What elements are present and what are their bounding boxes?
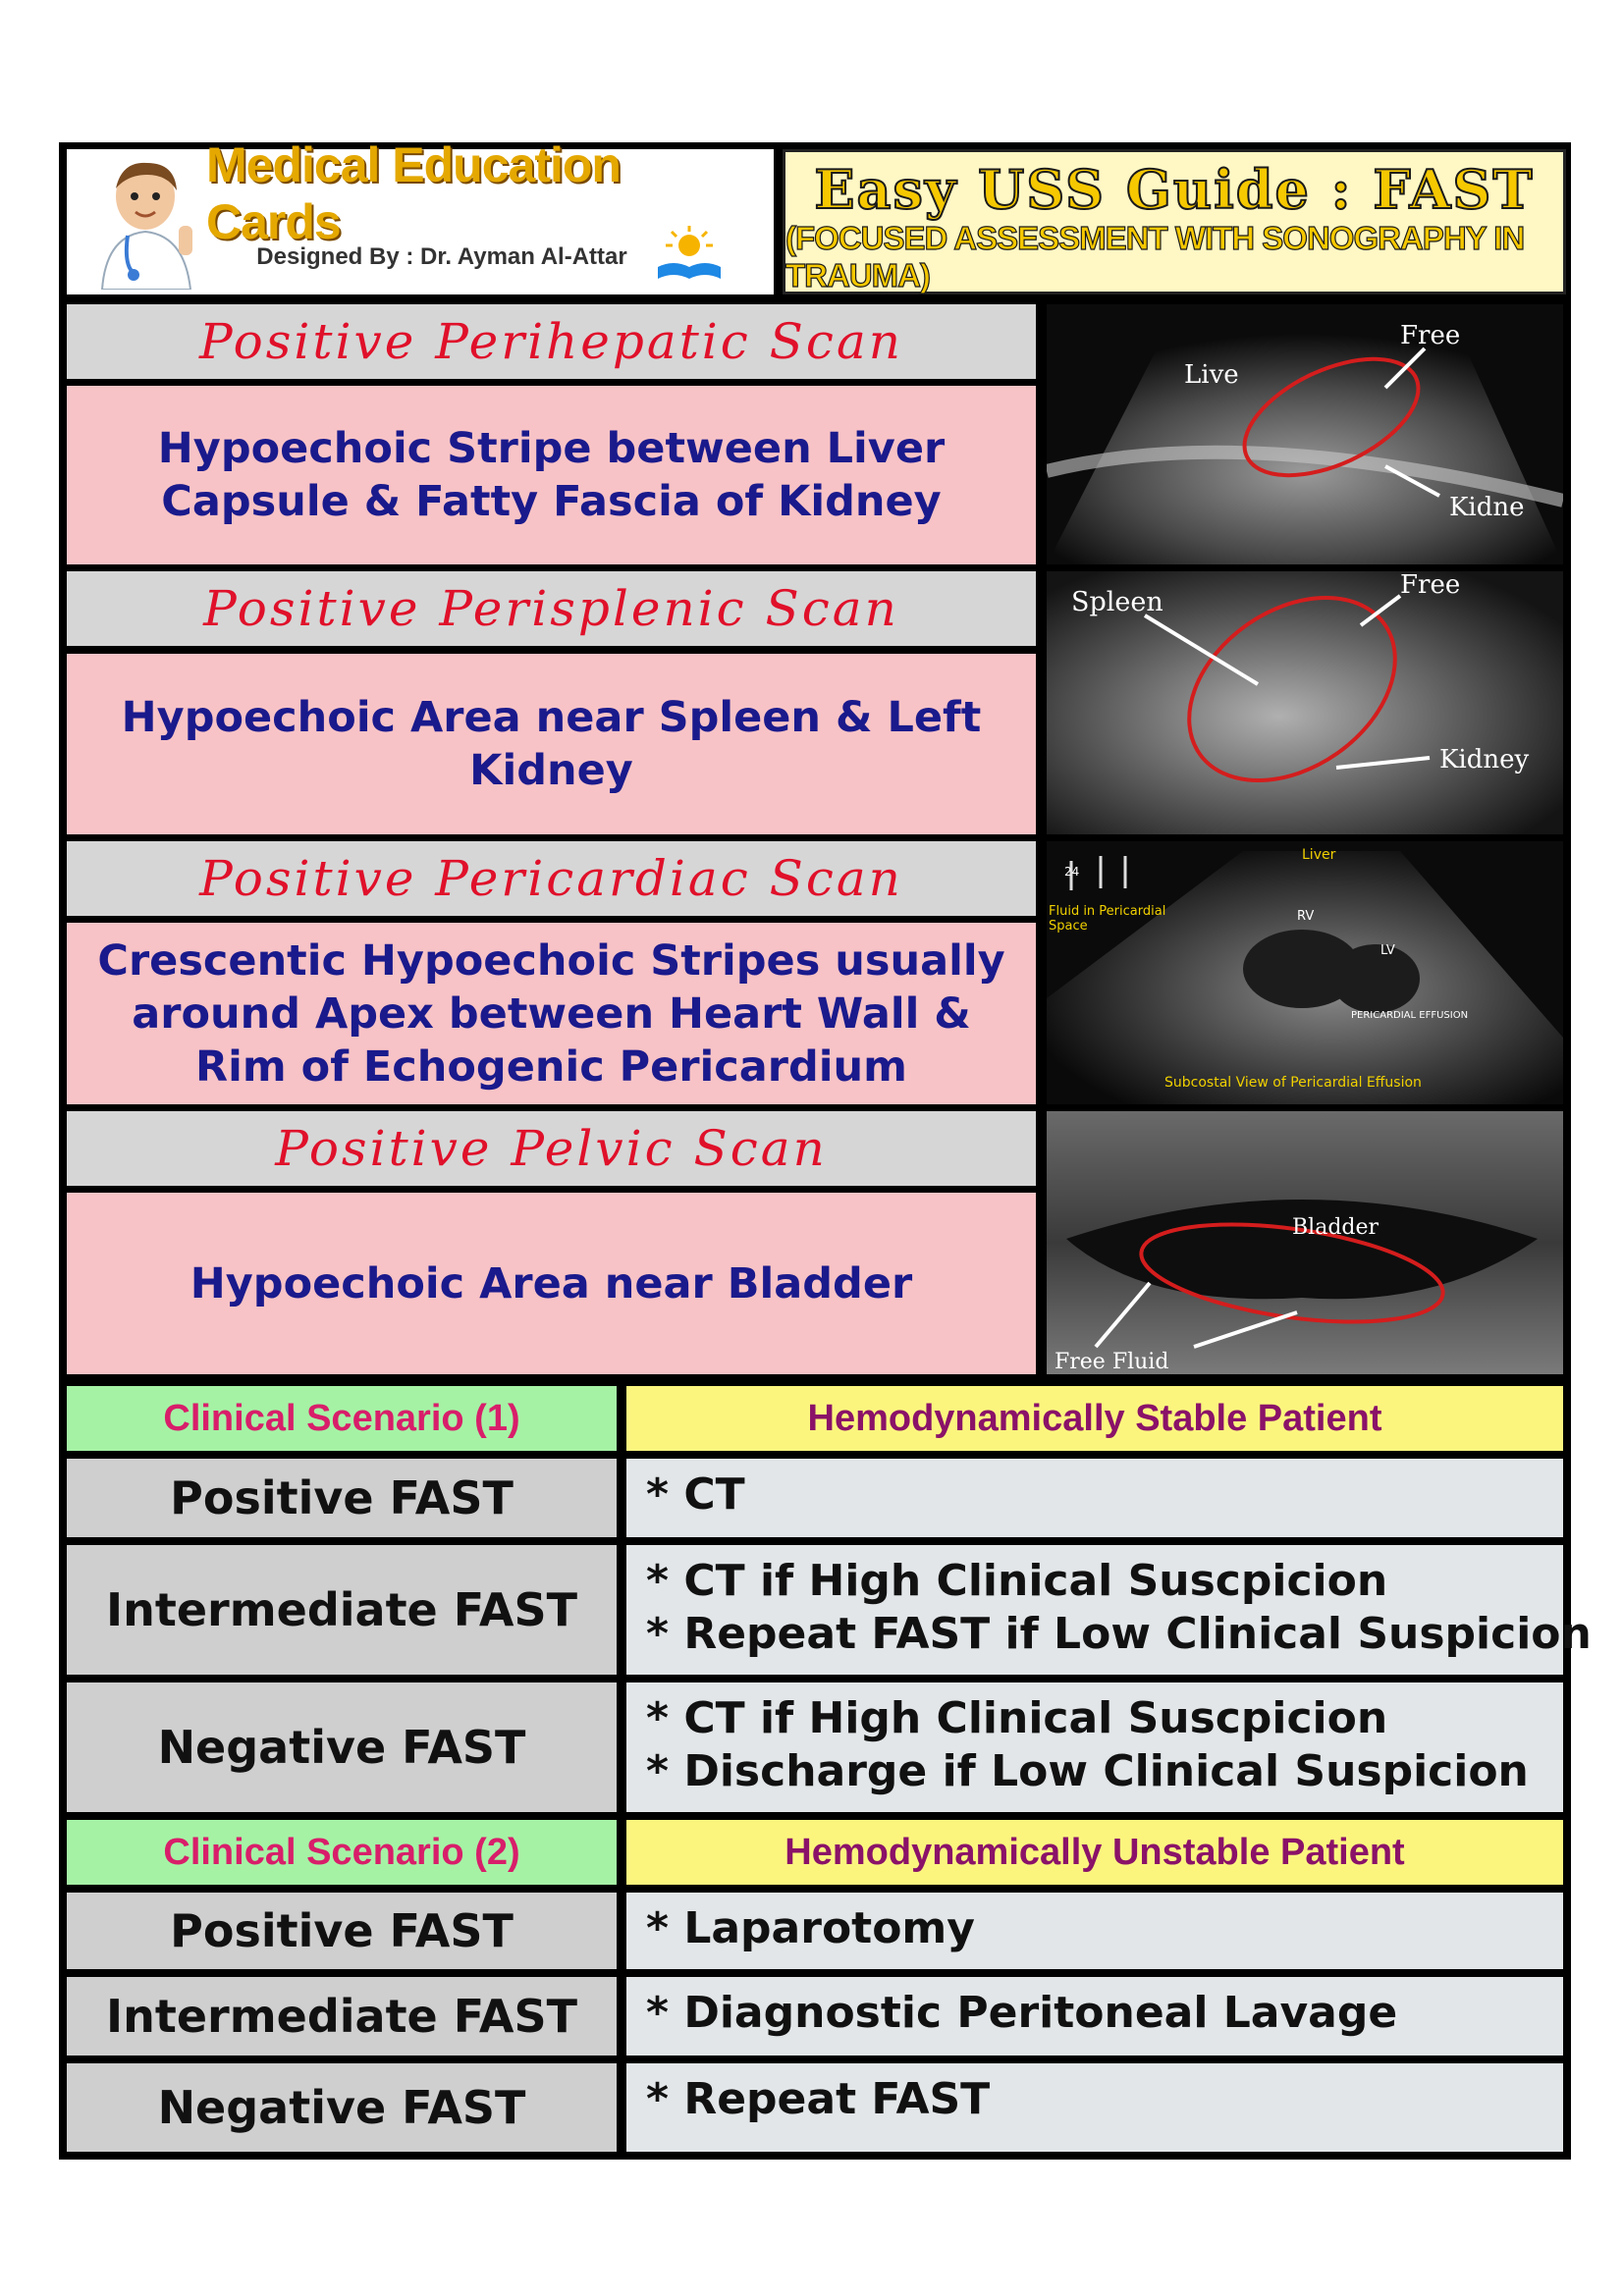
action-item: * Diagnostic Peritoneal Lavage (646, 1988, 1398, 2038)
guide-subtitle: (FOCUSED ASSESSMENT WITH SONOGRAPHY IN TRAUMA) (785, 220, 1525, 294)
designed-by: Designed By : Dr. Ayman Al-Attar (256, 243, 627, 270)
pelvic-ultrasound-image (1047, 1111, 1563, 1374)
fast-action (626, 1545, 1592, 1675)
fast-result: Positive FAST (67, 1459, 617, 1537)
image-label: Liver (1302, 847, 1336, 863)
image-label: LV (1380, 943, 1395, 958)
action-item: * CT if High Clinical Suscpicion (646, 1693, 1388, 1743)
scan-description: Crescentic Hypoechoic Stripes usually around Apex between Heart Wall & Rim of Echogenic Pericardium (67, 923, 1036, 1104)
image-label: RV (1297, 909, 1315, 924)
image-label: PERICARDIAL EFFUSION (1351, 1010, 1469, 1021)
fast-action (626, 1682, 1563, 1812)
action-item: * Laparotomy (646, 1903, 975, 1953)
scan-description: Hypoechoic Area near Spleen & Left Kidney (67, 654, 1036, 834)
image-label: Free (1400, 571, 1461, 600)
fast-result: Intermediate FAST (67, 1977, 617, 2056)
book-sun-icon (650, 224, 729, 283)
image-label: Subcostal View of Pericardial Effusion (1164, 1075, 1422, 1091)
guide-title: Easy USS Guide : FAST (814, 158, 1535, 221)
scan-title: Positive Pericardiac Scan (67, 841, 1036, 916)
brand-title: Medical Education Cards (206, 137, 621, 249)
fast-action (626, 2063, 1563, 2152)
perihepatic-ultrasound-image (1047, 304, 1563, 564)
scan-title: Positive Pelvic Scan (67, 1111, 1036, 1186)
scan-description: Hypoechoic Stripe between Liver Capsule & Fatty Fascia of Kidney (67, 386, 1036, 564)
scan-title: Positive Perisplenic Scan (67, 571, 1036, 646)
fast-result: Negative FAST (67, 1682, 617, 1812)
image-label: Free (1400, 321, 1461, 350)
fast-action (626, 1459, 1563, 1537)
scenario-label: Clinical Scenario (1) (67, 1386, 617, 1451)
scan-description: Hypoechoic Area near Bladder (67, 1193, 1036, 1374)
fast-action (626, 1977, 1563, 2056)
image-label: 24 (1064, 865, 1080, 879)
action-item: * Repeat FAST (646, 2074, 991, 2124)
action-item: * CT if High Clinical Suscpicion (646, 1556, 1388, 1606)
image-label: Spleen (1071, 587, 1163, 617)
image-label: Kidney (1439, 745, 1530, 774)
scenario-label: Clinical Scenario (2) (67, 1820, 617, 1885)
fast-action (626, 1893, 1563, 1969)
action-item: * Repeat FAST if Low Clinical Suspicion (646, 1609, 1592, 1659)
image-label: Fluid in Pericardial Space (1049, 904, 1166, 934)
fast-result: Intermediate FAST (67, 1545, 617, 1675)
image-label: Bladder (1292, 1215, 1380, 1240)
scan-title: Positive Perihepatic Scan (67, 304, 1036, 379)
fast-result: Negative FAST (67, 2063, 617, 2152)
image-label: Live (1184, 360, 1239, 390)
image-label: Kidne (1449, 493, 1525, 522)
action-item: * CT (646, 1469, 745, 1520)
fast-result: Positive FAST (67, 1893, 617, 1969)
scenario-status: Hemodynamically Stable Patient (626, 1386, 1563, 1451)
action-item: * Discharge if Low Clinical Suspicion (646, 1746, 1529, 1796)
scenario-status: Hemodynamically Unstable Patient (626, 1820, 1563, 1885)
image-label: Free Fluid (1055, 1350, 1169, 1374)
perisplenic-ultrasound-image (1047, 571, 1563, 834)
doctor-avatar-icon (88, 157, 206, 290)
pericardiac-ultrasound-image (1047, 841, 1563, 1104)
